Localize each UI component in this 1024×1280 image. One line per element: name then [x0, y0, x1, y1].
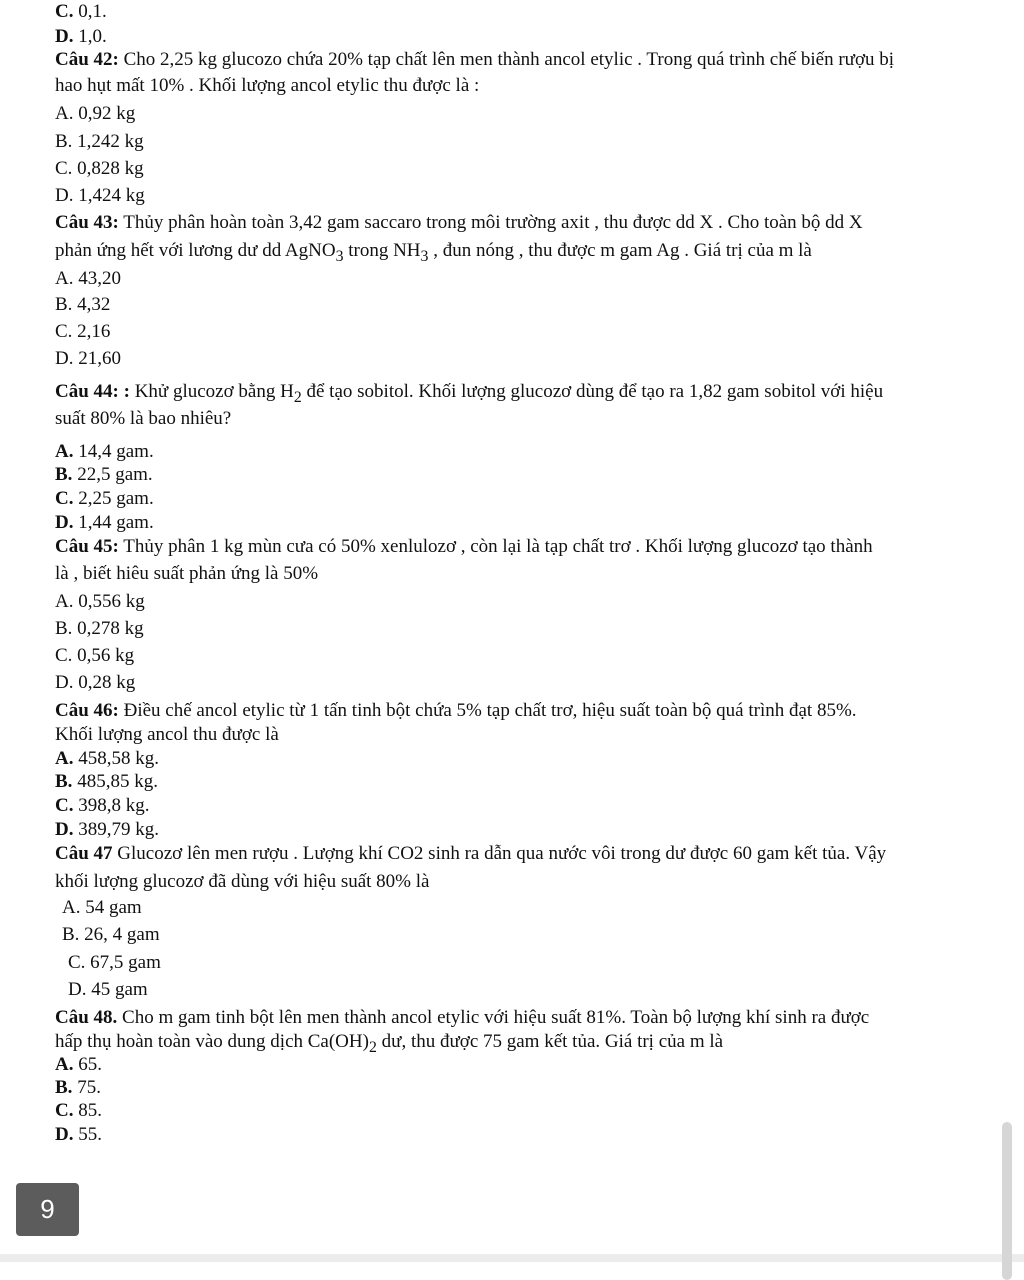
option-d-prev: D. 1,0.	[55, 26, 107, 47]
q48-line1: Câu 48. Cho m gam tinh bột lên men thành ancol etylic với hiệu suất 81%. Toàn bộ lượng khí sinh ra được	[55, 1007, 870, 1028]
q45-option-b: B. 0,278 kg	[55, 618, 144, 639]
q47-option-b: B. 26, 4 gam	[62, 924, 160, 945]
q42-option-a: A. 0,92 kg	[55, 103, 136, 124]
q45-line2: là , biết hiêu suất phản ứng là 50%	[55, 563, 319, 584]
q45-option-a: A. 0,556 kg	[55, 591, 145, 612]
q46-option-d: D. 389,79 kg.	[55, 819, 159, 840]
q48-option-c: C. 85.	[55, 1100, 102, 1121]
q47-option-a: A. 54 gam	[62, 897, 142, 918]
q44-line1: Câu 44: : Khử glucozơ bằng $H_2$ để tạo sobitol. Khối lượng glucozơ dùng để tạo ra 1,82 gam sobitol với hiệu	[55, 381, 884, 406]
q48-option-a: A. 65.	[55, 1054, 102, 1075]
q46-option-c: C. 398,8 kg.	[55, 795, 150, 816]
q48-option-d: D. 55.	[55, 1124, 102, 1145]
q47-line1: Câu 47 Glucozơ lên men rượu . Lượng khí CO2 sinh ra dẫn qua nước vôi trong dư được 60 gam kết tủa. Vậy	[55, 843, 887, 864]
q44-option-c: C. 2,25 gam.	[55, 488, 154, 509]
q42-option-c: C. 0,828 kg	[55, 158, 144, 179]
q42-option-b: B. 1,242 kg	[55, 131, 144, 152]
q46-line2: Khối lượng ancol thu được là	[55, 724, 279, 745]
q46-option-b: B. 485,85 kg.	[55, 771, 158, 792]
q43-label: Câu 43:	[55, 212, 119, 233]
q43-option-c: C. 2,16	[55, 321, 111, 342]
q46-label: Câu 46:	[55, 700, 119, 721]
q43-option-a: A. 43,20	[55, 268, 121, 289]
q44-option-d: D. 1,44 gam.	[55, 512, 154, 533]
q45-option-c: C. 0,56 kg	[55, 645, 135, 666]
q44-option-b: B. 22,5 gam.	[55, 464, 153, 485]
q43-line1: Câu 43: Thủy phân hoàn toàn 3,42 gam saccaro trong môi trường axit , thu được dd X . Cho toàn bộ dd X	[55, 212, 863, 233]
scrollbar-thumb[interactable]	[1002, 1122, 1012, 1280]
q45-option-d: D. 0,28 kg	[55, 672, 136, 693]
q43-option-d: D. 21,60	[55, 348, 121, 369]
q46-line1: Câu 46: Điều chế ancol etylic từ 1 tấn tinh bột chứa 5% tạp chất trơ, hiệu suất toàn bộ quá trình đạt 85%.	[55, 700, 857, 721]
q44-option-a: A. 14,4 gam.	[55, 441, 154, 462]
q45-line1: Câu 45: Thủy phân 1 kg mùn cưa có 50% xenlulozơ , còn lại là tạp chất trơ . Khối lượng glucozơ tạo thành	[55, 536, 873, 557]
option-c-prev: C. 0,1.	[55, 1, 107, 22]
q45-label: Câu 45:	[55, 536, 119, 557]
q42-label: Câu 42:	[55, 49, 119, 70]
q47-line2: khối lượng glucozơ đã dùng với hiệu suất 80% là	[55, 871, 430, 892]
bottom-divider	[0, 1254, 1024, 1262]
q48-line2: hấp thụ hoàn toàn vào dung dịch $Ca(OH)_2$ dư, thu được 75 gam kết tủa. Giá trị của m là	[55, 1031, 724, 1056]
q48-option-b: B. 75.	[55, 1077, 101, 1098]
q44-label: Câu 44: :	[55, 381, 130, 402]
q47-option-d: D. 45 gam	[68, 979, 148, 1000]
q47-option-c: C. 67,5 gam	[68, 952, 161, 973]
q44-line2: suất 80% là bao nhiêu?	[55, 408, 232, 429]
q48-label: Câu 48.	[55, 1007, 118, 1028]
q43-option-b: B. 4,32	[55, 294, 111, 315]
q46-option-a: A. 458,58 kg.	[55, 748, 159, 769]
q42-line2: hao hụt mất 10% . Khối lượng ancol etylic thu được là :	[55, 75, 480, 96]
page-number-badge: 9	[16, 1183, 79, 1236]
q42-line1: Câu 42: Cho 2,25 kg glucozo chứa 20% tạp chất lên men thành ancol etylic . Trong quá trình chế biến rượu bị	[55, 49, 895, 70]
q43-line2: phản ứng hết với lương dư dd AgNO$_3$ trong $NH_3$ , đun nóng , thu được m gam Ag . Giá trị của m là	[55, 240, 812, 265]
q42-option-d: D. 1,424 kg	[55, 185, 145, 206]
q47-label: Câu 47	[55, 843, 113, 864]
